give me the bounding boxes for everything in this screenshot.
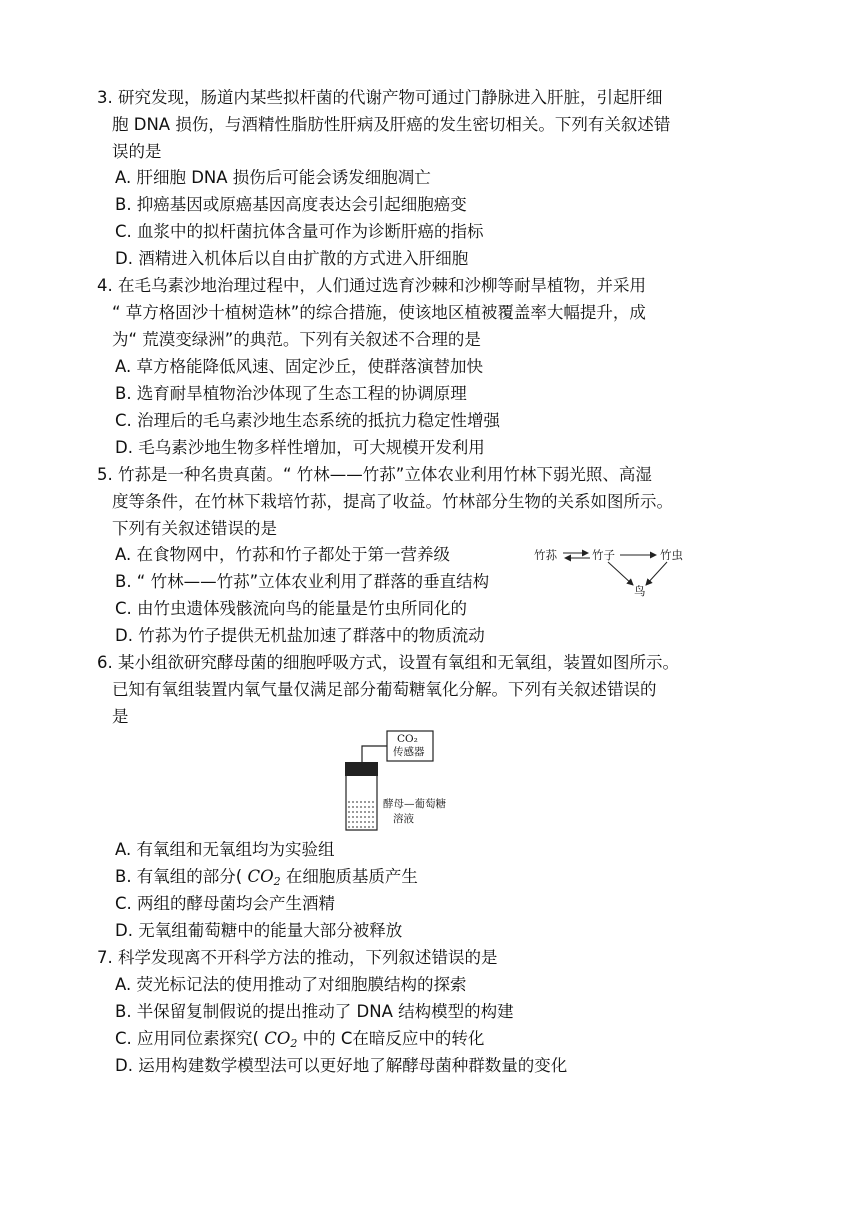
q3-stem-line2: 胞 DNA 损伤，与酒精性脂肪性肝病及肝癌的发生密切相关。下列有关叙述错: [112, 115, 671, 134]
q7-option-c-co2: $CO_2$: [264, 1029, 298, 1050]
q7-option-a: A. 荧光标记法的使用推动了对细胞膜结构的探索: [115, 975, 467, 994]
solution-label-line1: 酵母—葡萄糖: [383, 798, 446, 810]
connecting-tube: [362, 746, 387, 762]
q3-option-d: D. 酒精进入机体后以自由扩散的方式进入肝细胞: [115, 249, 469, 268]
q6-option-c: C. 两组的酵母菌均会产生酒精: [115, 894, 336, 913]
food-web-node-bamboo-fungus: 竹荪: [534, 548, 557, 562]
apparatus-figure: [335, 730, 465, 835]
food-web-diagram: [532, 548, 692, 598]
q4-stem-line3: 为“ 荒漠变绿洲”的典范。下列有关叙述不合理的是: [112, 330, 481, 349]
q6-stem-line1: 6. 某小组欲研究酵母菌的细胞呼吸方式，设置有氧组和无氧组，装置如图所示。: [97, 653, 679, 672]
q5-stem-line3: 下列有关叙述错误的是: [112, 519, 277, 538]
q4-option-b: B. 选育耐旱植物治沙体现了生态工程的协调原理: [115, 384, 467, 403]
yeast-solution-fill: [348, 802, 375, 827]
q4-option-a: A. 草方格能降低风速、固定沙丘，使群落演替加快: [115, 357, 483, 376]
q7-option-c-suffix: 中的 C在暗反应中的转化: [302, 1029, 485, 1048]
q6-option-b-co2: $CO_2$: [247, 867, 281, 888]
q6-option-b-suffix: 在细胞质基质产生: [285, 867, 418, 886]
q4-option-c: C. 治理后的毛乌素沙地生态系统的抵抗力稳定性增强: [115, 411, 501, 430]
q7-option-c: [115, 1027, 484, 1056]
q4-stem-line2: “ 草方格固沙十植树造林”的综合措施，使该地区植被覆盖率大幅提升，成: [112, 303, 646, 322]
q6-option-d: D. 无氧组葡萄糖中的能量大部分被释放: [115, 921, 403, 940]
q7-stem-line1: 7. 科学发现离不开科学方法的推动，下列叙述错误的是: [97, 948, 498, 967]
q5-option-d: D. 竹荪为竹子提供无机盐加速了群落中的物质流动: [115, 626, 485, 645]
solution-label-line2: 溶液: [393, 813, 414, 825]
q6-option-b-prefix: B. 有氧组的部分(: [115, 867, 243, 886]
sensor-label-co2: CO₂: [397, 733, 418, 745]
q3-stem-line3: 误的是: [112, 142, 162, 161]
q7-option-c-prefix: C. 应用同位素探究(: [115, 1029, 259, 1048]
rubber-stopper: [345, 762, 378, 776]
q6-option-b: [115, 865, 418, 894]
food-web-node-bamboo-worm: 竹虫: [660, 548, 683, 562]
q3-option-a: A. 肝细胞 DNA 损伤后可能会诱发细胞凋亡: [115, 168, 431, 187]
q5-stem-line2: 度等条件，在竹林下栽培竹荪，提高了收益。竹林部分生物的关系如图所示。: [112, 492, 673, 511]
q7-option-b: B. 半保留复制假说的提出推动了 DNA 结构模型的构建: [115, 1002, 514, 1021]
food-web-node-bamboo: 竹子: [592, 548, 615, 562]
q7-option-d: D. 运用构建数学模型法可以更好地了解酵母菌种群数量的变化: [115, 1056, 568, 1075]
q6-stem-line3: 是: [112, 707, 129, 726]
q6-stem-line2: 已知有氧组装置内氧气量仅满足部分葡萄糖氧化分解。下列有关叙述错误的: [112, 680, 657, 699]
arrow-worm-to-bird: [646, 562, 667, 585]
food-web-node-bird: 鸟: [634, 584, 646, 598]
q5-option-c: C. 由竹虫遗体残骸流向鸟的能量是竹虫所同化的: [115, 599, 468, 618]
q3-option-c: C. 血浆中的拟杆菌抗体含量可作为诊断肝癌的指标: [115, 222, 484, 241]
q5-option-a: A. 在食物网中，竹荪和竹子都处于第一营养级: [115, 545, 450, 564]
q5-option-b: B. “ 竹林——竹荪”立体农业利用了群落的垂直结构: [115, 572, 490, 591]
q5-stem-line1: 5. 竹荪是一种名贵真菌。“ 竹林——竹荪”立体农业利用竹林下弱光照、高湿: [97, 465, 652, 484]
q3-option-b: B. 抑癌基因或原癌基因高度表达会引起细胞癌变: [115, 195, 467, 214]
arrow-bamboo-to-bird: [608, 562, 633, 585]
q4-stem-line1: 4. 在毛乌素沙地治理过程中，人们通过选育沙棘和沙柳等耐旱植物，并采用: [97, 276, 646, 295]
sensor-label-text: 传感器: [393, 746, 425, 758]
q4-option-d: D. 毛乌素沙地生物多样性增加，可大规模开发利用: [115, 438, 485, 457]
q6-option-a: A. 有氧组和无氧组均为实验组: [115, 840, 335, 859]
q3-stem-line1: 3. 研究发现，肠道内某些拟杆菌的代谢产物可通过门静脉进入肝脏，引起肝细: [97, 88, 663, 107]
